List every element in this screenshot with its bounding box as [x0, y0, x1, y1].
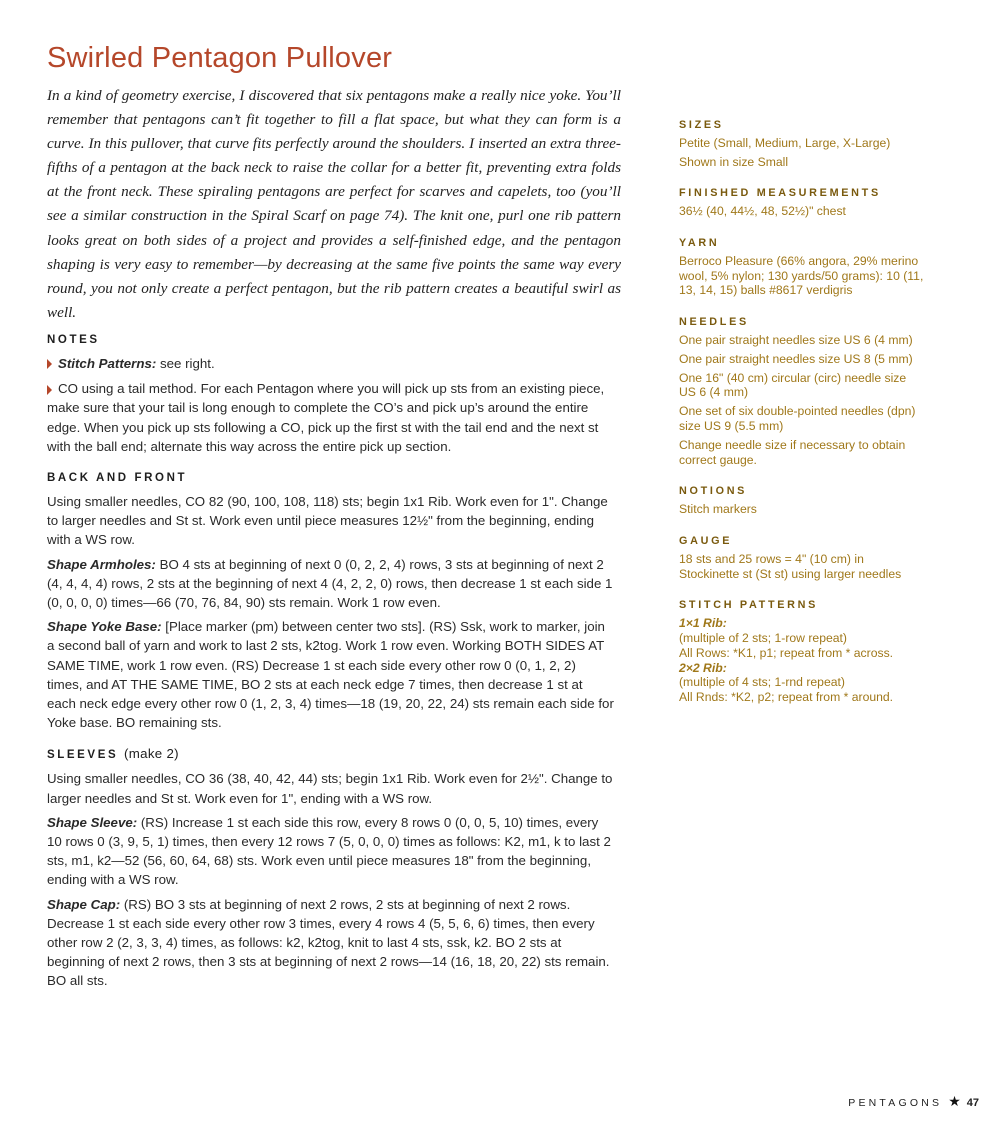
back-front-intro: Using smaller needles, CO 82 (90, 100, 108, 118) sts; begin 1x1 Rib. Work even for 1". Change to larger needles and St st. Work even until piece measures 12½" from the beginning, ending with a WS row. — [47, 494, 608, 548]
needles-item: One set of six double-pointed needles (dpn) size US 9 (5.5 mm) — [679, 404, 916, 433]
triangle-bullet-icon — [47, 385, 52, 395]
rib2-rows: All Rnds: *K2, p2; repeat from * around. — [679, 690, 894, 705]
needles-item: One pair straight needles size US 8 (5 mm) — [679, 351, 913, 366]
measurements-section — [679, 186, 924, 219]
notions-section — [679, 484, 924, 517]
notes-heading: NOTES — [47, 334, 100, 346]
stitch-patterns-section — [679, 598, 924, 705]
measurements-text: 36½ (40, 44½, 48, 52½)" chest — [679, 204, 846, 219]
yarn-heading: YARN — [679, 236, 720, 249]
page-footer — [848, 1093, 979, 1110]
sizes-heading: SIZES — [679, 119, 724, 131]
needles-item: One pair straight needles size US 6 (4 mm) — [679, 332, 913, 347]
shape-sleeve-text: (RS) Increase 1 st each side this row, every 8 rows 0 (0, 0, 5, 10) times, every 10 rows 0 (3, 9, 5, 1) times, then every 12 rows 7 (5, 0, 0, 0) times as follows: K2, m1, k to last 2 sts, m1, k2—52 (56, 60, 64, 68) sts. Work even until piece measures 18" from the beginning, ending with a WS row. — [47, 814, 611, 888]
triangle-bullet-icon — [47, 359, 52, 369]
rib1-label: 1×1 Rib: — [679, 616, 727, 631]
star-icon: ★ — [948, 1093, 961, 1109]
shape-cap-label: Shape Cap: — [47, 896, 121, 912]
gauge-section — [679, 534, 924, 581]
note-stitch-label: Stitch Patterns: — [58, 356, 157, 371]
rib1-multiple: (multiple of 2 sts; 1-row repeat) — [679, 630, 847, 645]
sizes-shown: Shown in size Small — [679, 154, 789, 169]
gauge-text: 18 sts and 25 rows = 4" (10 cm) in Stockinette st (St st) using larger needles — [679, 551, 902, 581]
rib1-rows: All Rows: *K1, p1; repeat from * across. — [679, 645, 894, 660]
needles-item: One 16" (40 cm) circular (circ) needle size US 6 (4 mm) — [679, 370, 907, 400]
main-column — [47, 332, 615, 996]
measurements-heading: FINISHED MEASUREMENTS — [679, 187, 881, 200]
shape-yoke-text: [Place marker (pm) between center two sts]. (RS) Ssk, work to marker, join a second ball of yarn and work to last 2 sts, k2tog. Work 1 row even. Working BOTH SIDES AT SAME TIME, work 1 row even. (RS) Decrease 1 st each side every other row 0 (0, 1, 2, 2) times, and AT THE SAME TIME, BO 2 sts at each neck edge 7 times, then decrease 1 st at each neck edge every other row 0 (1, 2, 3, 4) times—18 (19, 20, 22, 24) sts remain each side for Yoke base. BO remaining sts. — [47, 619, 614, 731]
sizes-section — [679, 118, 924, 169]
stitch-patterns-heading: STITCH PATTERNS — [679, 599, 819, 612]
needles-section — [679, 315, 924, 467]
note-stitch-patterns — [47, 354, 615, 373]
shape-cap-text: (RS) BO 3 sts at beginning of next 2 rows, 2 sts at beginning of next 2 rows. Decrease 1 st each side every other row 3 times, every 4 rows 4 (5, 5, 6, 6) times, then every other row 2 (2, 3, 3, 4) times, as follows: k2, k2tog, knit to last 4 sts, ssk, k2. BO 2 sts at beginning of next 2 rows, then 3 sts at beginning of next 2 rows—14 (16, 18, 20, 22) sts remain. BO all sts. — [47, 896, 610, 989]
sleeves-heading — [47, 746, 615, 763]
sleeves-heading-title: SLEEVES — [47, 749, 119, 762]
page-number: 47 — [966, 1097, 979, 1109]
gauge-heading: GAUGE — [679, 534, 733, 547]
shape-cap — [47, 895, 615, 991]
notions-heading: NOTIONS — [679, 485, 748, 498]
note-cast-on — [47, 379, 615, 456]
shape-armholes-label: Shape Armholes: — [47, 556, 156, 572]
page-title: Swirled Pentagon Pullover — [47, 42, 393, 74]
shape-sleeve-label: Shape Sleeve: — [47, 814, 138, 830]
sleeves-intro: Using smaller needles, CO 36 (38, 40, 42, 44) sts; begin 1x1 Rib. Work even for 2½". Change to larger needles and St st. Work even for 1", ending with a WS row. — [47, 771, 613, 806]
shape-sleeve — [47, 813, 615, 890]
rib2-label: 2×2 Rib: — [679, 660, 727, 675]
shape-armholes — [47, 555, 615, 613]
footer-section-name: PENTAGONS — [848, 1097, 943, 1109]
shape-armholes-text: BO 4 sts at beginning of next 0 (0, 2, 2, 4) rows, 3 sts at beginning of next 2 (4, 4, 4, 4) rows, 2 sts at the beginning of next 4 (4, 2, 2, 0) rows, then decrease 1 st each side 1 (0, 0, 0, 0) times—66 (70, 76, 84, 90) sts remain. Work 1 row even. — [47, 556, 613, 611]
notions-text: Stitch markers — [679, 502, 757, 517]
shape-yoke-label: Shape Yoke Base: — [47, 619, 162, 635]
back-front-heading: BACK AND FRONT — [47, 472, 188, 485]
sidebar-specs — [679, 118, 924, 722]
needles-item: Change needle size if necessary to obtain correct gauge. — [679, 437, 906, 467]
note-stitch-text: see right. — [159, 356, 215, 371]
intro-paragraph: In a kind of geometry exercise, I discovered that six pentagons make a really nice yoke. You’ll remember that pentagons can’t fit together to fill a flat space, but what they can form is a curve. In this pullover, that curve fits perfectly around the shoulders. I inserted an extra three-fifths of a pentagon at the back neck to raise the collar for a better fit, preventing extra folds at the front neck. These spiraling pentagons are perfect for scarves and capelets, too (you’ll see a similar construction in the Spiral Scarf on page 74). The knit one, purl one rib pattern looks great on both sides of a project and provides a self-finished edge, and the pentagon shaping is very easy to remember—by decreasing at the same five points the same way every round, you not only create a perfect pentagon, but the rib pattern creates a beautiful swirl as well. — [47, 87, 621, 321]
yarn-section — [679, 236, 924, 298]
sizes-text: Petite (Small, Medium, Large, X-Large) — [679, 135, 891, 150]
note-co-text: CO using a tail method. For each Pentagon where you will pick up sts from an existing piece, make sure that your tail is long enough to complete the CO’s and pick up’s around the entire edge. When you pick up sts following a CO, pick up the first st with the tail end and the next st with the ball end; alternate this way across the entire pick up section. — [47, 381, 605, 454]
needles-heading: NEEDLES — [679, 316, 749, 329]
yarn-text: Berroco Pleasure (66% angora, 29% merino wool, 5% nylon; 130 yards/50 grams): 10 (11, 13, 14, 15) balls #8617 verdigris — [679, 253, 924, 298]
shape-yoke-base — [47, 617, 615, 732]
rib2-multiple: (multiple of 4 sts; 1-rnd repeat) — [679, 675, 845, 690]
sleeves-heading-sub: (make 2) — [124, 746, 179, 762]
